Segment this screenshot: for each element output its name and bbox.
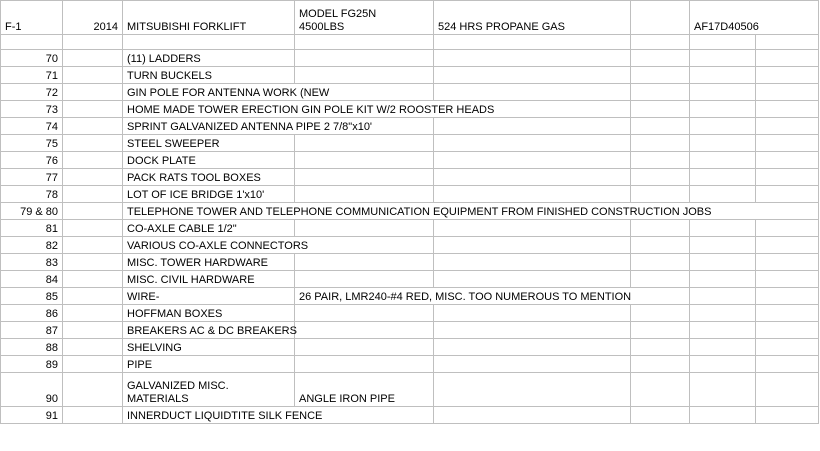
- empty-cell[interactable]: [434, 322, 631, 339]
- empty-cell[interactable]: [631, 271, 690, 288]
- description-line-2: MATERIALS: [127, 393, 189, 405]
- empty-cell[interactable]: [123, 35, 295, 50]
- empty-cell[interactable]: [295, 271, 434, 288]
- empty-cell[interactable]: [690, 101, 756, 118]
- empty-cell[interactable]: [434, 339, 631, 356]
- empty-cell[interactable]: [434, 373, 631, 407]
- description-cell[interactable]: SPRINT GALVANIZED ANTENNA PIPE 2 7/8"x10': [123, 118, 434, 135]
- empty-cell[interactable]: [1, 35, 63, 50]
- description-cell[interactable]: CO-AXLE CABLE 1/2": [123, 220, 295, 237]
- table-row: [1, 407, 819, 424]
- empty-cell[interactable]: [756, 67, 819, 84]
- empty-cell[interactable]: [295, 220, 434, 237]
- description-cell[interactable]: MISC. CIVIL HARDWARE: [123, 271, 295, 288]
- empty-cell[interactable]: [434, 50, 631, 67]
- empty-cell[interactable]: [631, 118, 690, 135]
- empty-cell[interactable]: [295, 169, 434, 186]
- table-row: [1, 254, 819, 271]
- table-row: [1, 339, 819, 356]
- empty-cell[interactable]: [690, 135, 756, 152]
- table-row: [1, 288, 819, 305]
- empty-cell[interactable]: [295, 339, 434, 356]
- empty-cell[interactable]: [295, 35, 434, 50]
- empty-cell[interactable]: [63, 101, 123, 118]
- description-cell[interactable]: HOME MADE TOWER ERECTION GIN POLE KIT W/2 ROOSTER HEADS: [123, 101, 631, 118]
- description-cell[interactable]: PIPE: [123, 356, 295, 373]
- empty-cell[interactable]: [756, 152, 819, 169]
- lot-number-cell[interactable]: 70: [1, 50, 63, 67]
- empty-cell[interactable]: [63, 50, 123, 67]
- lot-number-cell[interactable]: 81: [1, 220, 63, 237]
- empty-cell[interactable]: [631, 237, 690, 254]
- extra-detail-cell[interactable]: ANGLE IRON PIPE: [295, 373, 434, 407]
- empty-cell[interactable]: [756, 356, 819, 373]
- lot-number-cell[interactable]: 82: [1, 237, 63, 254]
- empty-cell[interactable]: [756, 169, 819, 186]
- empty-cell[interactable]: [756, 254, 819, 271]
- empty-cell[interactable]: [690, 118, 756, 135]
- lot-number-cell[interactable]: 75: [1, 135, 63, 152]
- empty-cell[interactable]: [631, 254, 690, 271]
- empty-cell[interactable]: [756, 118, 819, 135]
- table-row: [1, 186, 819, 203]
- empty-cell[interactable]: [434, 118, 631, 135]
- empty-cell[interactable]: [295, 305, 434, 322]
- table-row: [1, 322, 819, 339]
- empty-cell[interactable]: [690, 67, 756, 84]
- lot-number-cell[interactable]: 89: [1, 356, 63, 373]
- description-cell[interactable]: [123, 373, 295, 407]
- empty-cell[interactable]: [756, 101, 819, 118]
- empty-cell[interactable]: [756, 339, 819, 356]
- empty-cell[interactable]: [295, 152, 434, 169]
- extra-detail-cell[interactable]: 26 PAIR, LMR240-#4 RED, MISC. TOO NUMEROUS TO MENTION: [295, 288, 690, 305]
- empty-cell[interactable]: [631, 101, 690, 118]
- empty-cell[interactable]: [631, 67, 690, 84]
- empty-cell[interactable]: [434, 186, 631, 203]
- description-cell[interactable]: BREAKERS AC & DC BREAKERS: [123, 322, 295, 339]
- empty-cell[interactable]: [756, 84, 819, 101]
- empty-cell[interactable]: [690, 407, 756, 424]
- description-line-1: GALVANIZED MISC.: [127, 380, 229, 392]
- empty-cell[interactable]: [756, 407, 819, 424]
- empty-cell[interactable]: [631, 1, 690, 35]
- empty-cell[interactable]: [63, 67, 123, 84]
- empty-cell[interactable]: [63, 407, 123, 424]
- empty-cell[interactable]: [756, 135, 819, 152]
- model-line-2: 4500LBS: [299, 21, 345, 33]
- description-cell[interactable]: TURN BUCKELS: [123, 67, 295, 84]
- lot-number-cell[interactable]: 76: [1, 152, 63, 169]
- lot-number-cell[interactable]: 86: [1, 305, 63, 322]
- empty-cell[interactable]: [631, 186, 690, 203]
- empty-cell[interactable]: [434, 67, 631, 84]
- table-row: [1, 135, 819, 152]
- header-serial-cell[interactable]: AF17D40506: [690, 1, 819, 35]
- empty-cell[interactable]: [756, 50, 819, 67]
- empty-cell[interactable]: [434, 407, 631, 424]
- empty-cell[interactable]: [756, 237, 819, 254]
- table-row: [1, 373, 819, 407]
- empty-cell[interactable]: [690, 35, 756, 50]
- empty-cell[interactable]: [756, 322, 819, 339]
- table-row: [1, 50, 819, 67]
- description-cell[interactable]: VARIOUS CO-AXLE CONNECTORS: [123, 237, 434, 254]
- empty-cell[interactable]: [434, 254, 631, 271]
- lot-number-cell[interactable]: 74: [1, 118, 63, 135]
- empty-cell[interactable]: [63, 373, 123, 407]
- empty-cell[interactable]: [63, 35, 123, 50]
- description-cell[interactable]: SHELVING: [123, 339, 295, 356]
- lot-number-cell[interactable]: 78: [1, 186, 63, 203]
- description-cell[interactable]: LOT OF ICE BRIDGE 1'x10': [123, 186, 295, 203]
- empty-cell[interactable]: [631, 356, 690, 373]
- empty-cell[interactable]: [756, 373, 819, 407]
- table-row: [1, 220, 819, 237]
- empty-cell[interactable]: [690, 288, 756, 305]
- description-cell[interactable]: DOCK PLATE: [123, 152, 295, 169]
- description-cell[interactable]: STEEL SWEEPER: [123, 135, 295, 152]
- lot-number-cell[interactable]: 91: [1, 407, 63, 424]
- empty-cell[interactable]: [690, 305, 756, 322]
- empty-cell[interactable]: [63, 203, 123, 220]
- empty-cell[interactable]: [434, 356, 631, 373]
- description-cell[interactable]: TELEPHONE TOWER AND TELEPHONE COMMUNICATION EQUIPMENT FROM FINISHED CONSTRUCTION JOBS: [123, 203, 819, 220]
- empty-cell[interactable]: [295, 356, 434, 373]
- description-cell[interactable]: WIRE-: [123, 288, 295, 305]
- empty-cell[interactable]: [295, 322, 434, 339]
- description-cell[interactable]: MISC. TOWER HARDWARE: [123, 254, 295, 271]
- empty-cell[interactable]: [756, 271, 819, 288]
- description-cell[interactable]: PACK RATS TOOL BOXES: [123, 169, 295, 186]
- empty-cell[interactable]: [690, 322, 756, 339]
- empty-cell[interactable]: [63, 237, 123, 254]
- empty-cell[interactable]: [690, 50, 756, 67]
- table-row: [1, 67, 819, 84]
- empty-cell[interactable]: [63, 356, 123, 373]
- empty-cell[interactable]: [690, 152, 756, 169]
- empty-cell[interactable]: [631, 305, 690, 322]
- empty-cell[interactable]: [434, 220, 631, 237]
- empty-cell[interactable]: [690, 220, 756, 237]
- description-cell[interactable]: HOFFMAN BOXES: [123, 305, 295, 322]
- table-row: [1, 305, 819, 322]
- empty-cell[interactable]: [690, 84, 756, 101]
- header-make-cell[interactable]: MITSUBISHI FORKLIFT: [123, 1, 295, 35]
- spacer-row: [1, 35, 819, 50]
- table-row: [1, 237, 819, 254]
- empty-cell[interactable]: [63, 152, 123, 169]
- empty-cell[interactable]: [63, 84, 123, 101]
- empty-cell[interactable]: [631, 84, 690, 101]
- empty-cell[interactable]: [756, 186, 819, 203]
- empty-cell[interactable]: [631, 220, 690, 237]
- header-year-cell[interactable]: 2014: [63, 1, 123, 35]
- lot-number-cell[interactable]: 88: [1, 339, 63, 356]
- description-cell[interactable]: INNERDUCT LIQUIDTITE SILK FENCE: [123, 407, 434, 424]
- empty-cell[interactable]: [690, 254, 756, 271]
- empty-cell[interactable]: [63, 135, 123, 152]
- header-id-cell[interactable]: F-1: [1, 1, 63, 35]
- empty-cell[interactable]: [690, 356, 756, 373]
- header-row: [1, 1, 819, 35]
- empty-cell[interactable]: [631, 50, 690, 67]
- empty-cell[interactable]: [631, 152, 690, 169]
- table-row: [1, 84, 819, 101]
- description-cell[interactable]: (11) LADDERS: [123, 50, 295, 67]
- empty-cell[interactable]: [295, 254, 434, 271]
- table-row: [1, 203, 819, 220]
- empty-cell[interactable]: [690, 186, 756, 203]
- empty-cell[interactable]: [63, 118, 123, 135]
- lot-number-cell[interactable]: 87: [1, 322, 63, 339]
- empty-cell[interactable]: [756, 220, 819, 237]
- lot-number-cell[interactable]: 83: [1, 254, 63, 271]
- empty-cell[interactable]: [63, 186, 123, 203]
- empty-cell[interactable]: [295, 135, 434, 152]
- table-row: [1, 152, 819, 169]
- empty-cell[interactable]: [434, 237, 631, 254]
- model-line-1: MODEL FG25N: [299, 8, 377, 20]
- empty-cell[interactable]: [63, 305, 123, 322]
- empty-cell[interactable]: [295, 50, 434, 67]
- empty-cell[interactable]: [434, 271, 631, 288]
- empty-cell[interactable]: [63, 254, 123, 271]
- empty-cell[interactable]: [756, 35, 819, 50]
- lot-number-cell[interactable]: 73: [1, 101, 63, 118]
- lot-number-cell[interactable]: 71: [1, 67, 63, 84]
- empty-cell[interactable]: [63, 288, 123, 305]
- empty-cell[interactable]: [63, 339, 123, 356]
- empty-cell[interactable]: [434, 169, 631, 186]
- empty-cell[interactable]: [434, 35, 631, 50]
- empty-cell[interactable]: [295, 186, 434, 203]
- lot-number-cell[interactable]: 84: [1, 271, 63, 288]
- lot-number-cell[interactable]: 72: [1, 84, 63, 101]
- empty-cell[interactable]: [690, 373, 756, 407]
- lot-number-cell[interactable]: 77: [1, 169, 63, 186]
- header-model-cell[interactable]: [295, 1, 434, 35]
- empty-cell[interactable]: [631, 322, 690, 339]
- empty-cell[interactable]: [295, 67, 434, 84]
- empty-cell[interactable]: [690, 169, 756, 186]
- empty-cell[interactable]: [756, 305, 819, 322]
- table-row: [1, 101, 819, 118]
- empty-cell[interactable]: [63, 322, 123, 339]
- empty-cell[interactable]: [631, 169, 690, 186]
- empty-cell[interactable]: [631, 35, 690, 50]
- empty-cell[interactable]: [756, 288, 819, 305]
- table-row: [1, 169, 819, 186]
- lot-number-cell[interactable]: 85: [1, 288, 63, 305]
- description-cell[interactable]: GIN POLE FOR ANTENNA WORK (NEW: [123, 84, 434, 101]
- table-row: [1, 356, 819, 373]
- empty-cell[interactable]: [690, 237, 756, 254]
- header-hours-cell[interactable]: 524 HRS PROPANE GAS: [434, 1, 631, 35]
- empty-cell[interactable]: [434, 152, 631, 169]
- lot-number-cell[interactable]: 79 & 80: [1, 203, 63, 220]
- table-row: [1, 271, 819, 288]
- empty-cell[interactable]: [434, 84, 631, 101]
- empty-cell[interactable]: [631, 407, 690, 424]
- empty-cell[interactable]: [63, 220, 123, 237]
- empty-cell[interactable]: [690, 271, 756, 288]
- empty-cell[interactable]: [434, 135, 631, 152]
- empty-cell[interactable]: [690, 339, 756, 356]
- empty-cell[interactable]: [63, 169, 123, 186]
- table-row: [1, 118, 819, 135]
- empty-cell[interactable]: [631, 373, 690, 407]
- empty-cell[interactable]: [434, 305, 631, 322]
- lot-number-cell[interactable]: 90: [1, 373, 63, 407]
- empty-cell[interactable]: [63, 271, 123, 288]
- empty-cell[interactable]: [631, 339, 690, 356]
- empty-cell[interactable]: [631, 135, 690, 152]
